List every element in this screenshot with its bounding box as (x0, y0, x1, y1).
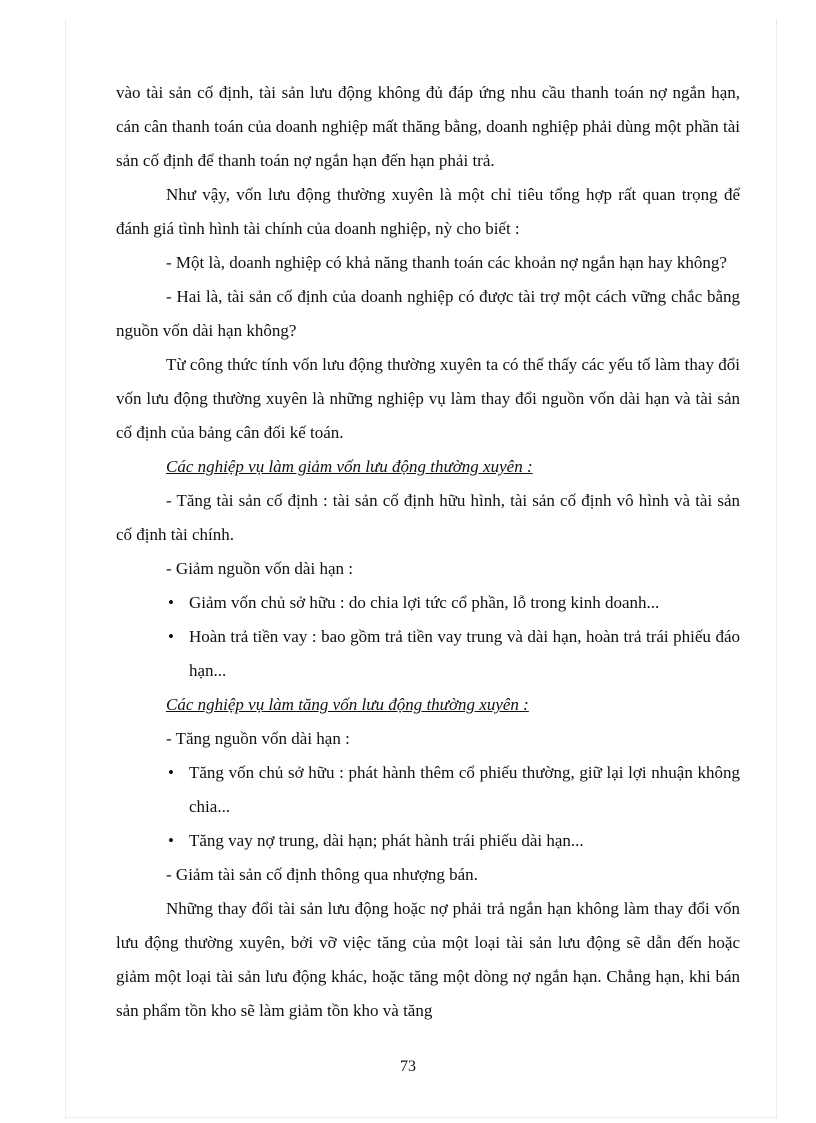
bullet-text: Tăng vốn chủ sở hữu : phát hành thêm cổ phiếu thường, giữ lại lợi nhuận không chia... (189, 763, 740, 816)
paragraph-1: vào tài sản cố định, tài sản lưu động không đủ đáp ứng nhu cầu thanh toán nợ ngắn hạn, cán cân thanh toán của doanh nghiệp mất thăng bằng, doanh nghiệp phải dùng một phần tài sản cố định để thanh toán nợ ngắn hạn đến hạn phải trả. (116, 83, 740, 170)
bullet-item (116, 824, 740, 858)
paragraph-6: - Tăng tài sản cố định : tài sản cố định hữu hình, tài sản cố định vô hình và tài sản cố định tài chính. (116, 491, 740, 544)
bullet-icon: • (168, 593, 174, 612)
page-body (116, 76, 740, 1028)
dash-item: - Giảm tài sản cố định thông qua nhượng bán. (166, 865, 478, 884)
section-heading-increase: Các nghiệp vụ làm tăng vốn lưu động thường xuyên : (166, 695, 529, 714)
paragraph-4: - Hai là, tài sản cố định của doanh nghiệp có được tài trợ một cách vững chắc bằng nguồn vốn dài hạn không? (116, 287, 740, 340)
bullet-icon: • (168, 763, 174, 782)
paragraph-8: - Tăng nguồn vốn dài hạn : (166, 729, 350, 748)
bullet-icon: • (168, 831, 174, 850)
paragraph-3: - Một là, doanh nghiệp có khả năng thanh toán các khoản nợ ngắn hạn hay không? (166, 253, 727, 272)
paragraph-5: Từ công thức tính vốn lưu động thường xuyên ta có thể thấy các yếu tố làm thay đổi vốn lưu động thường xuyên là những nghiệp vụ làm thay đổi nguồn vốn dài hạn và tài sản cố định của bảng cân đối kế toán. (116, 355, 740, 442)
bullet-item (116, 756, 740, 824)
bullet-icon: • (168, 627, 174, 646)
paragraph-7: - Giảm nguồn vốn dài hạn : (166, 559, 353, 578)
paragraph-9: Những thay đổi tài sản lưu động hoặc nợ phải trả ngắn hạn không làm thay đổi vốn lưu động thường xuyên, bởi vỡ việc tăng của một loại tài sản lưu động sẽ dẫn đến hoặc giảm một loại tài sản lưu động khác, hoặc tăng một dòng nợ ngắn hạn. Chẳng hạn, khi bán sản phẩm tồn kho sẽ làm giảm tồn kho và tăng (116, 899, 740, 1020)
bullet-text: Tăng vay nợ trung, dài hạn; phát hành trái phiếu dài hạn... (189, 831, 584, 850)
bullet-item (116, 586, 740, 620)
bullet-item (116, 620, 740, 688)
section-heading-decrease: Các nghiệp vụ làm giảm vốn lưu động thường xuyên : (166, 457, 533, 476)
bullet-text: Hoàn trả tiền vay : bao gồm trả tiền vay trung và dài hạn, hoàn trả trái phiếu đáo hạn... (189, 627, 740, 680)
bullet-text: Giảm vốn chủ sở hữu : do chia lợi tức cổ phần, lỗ trong kinh doanh... (189, 593, 660, 612)
paragraph-2: Như vậy, vốn lưu động thường xuyên là một chỉ tiêu tổng hợp rất quan trọng để đánh giá tình hình tài chính của doanh nghiệp, nỳ cho biết : (116, 185, 740, 238)
page-number: 73 (400, 1058, 416, 1075)
